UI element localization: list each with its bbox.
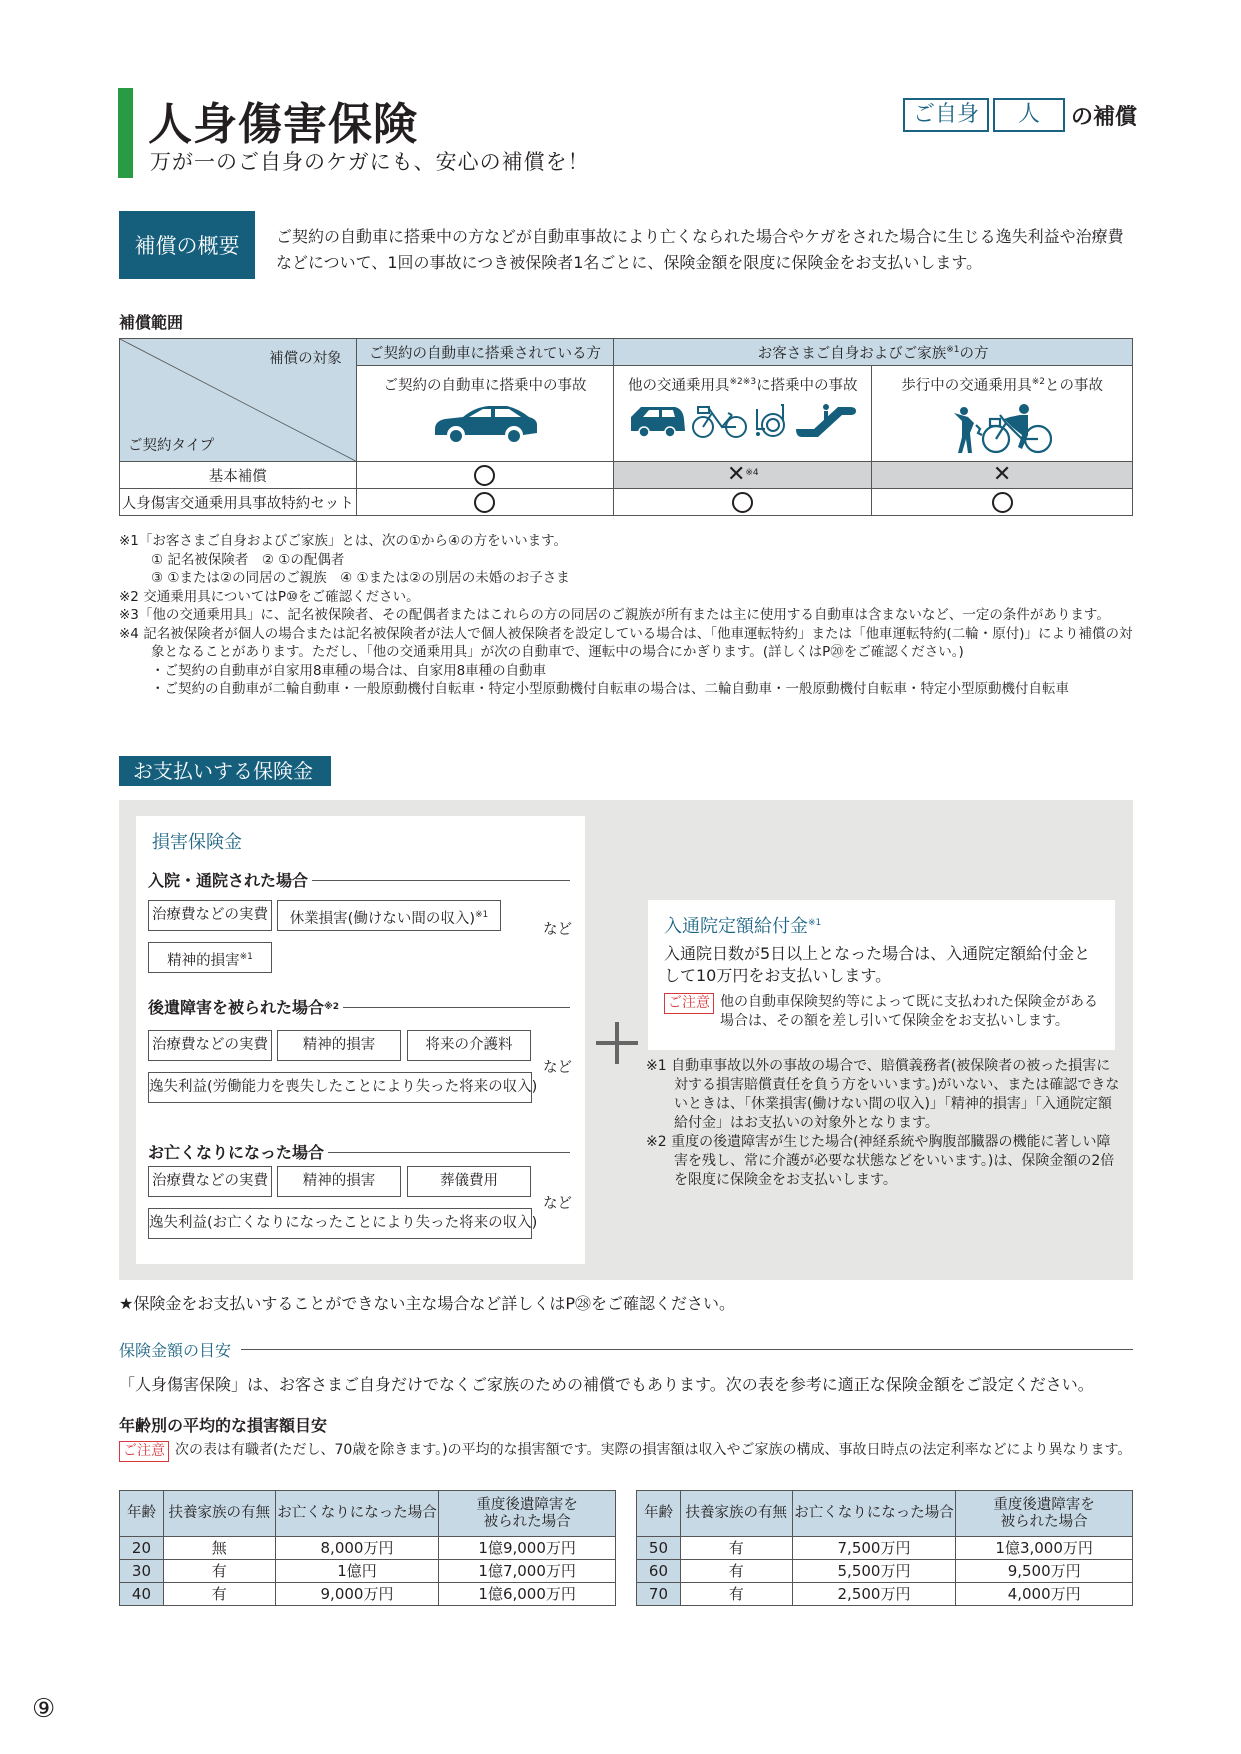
item-medical-costs: 治療費などの実費 bbox=[148, 900, 272, 931]
page-subtitle: 万が一のご自身のケガにも、安心の補償を！ bbox=[150, 150, 590, 174]
item-lost-earnings: 逸失利益(お亡くなりになったことにより失った将来の収入) bbox=[148, 1208, 532, 1239]
note-1a: ① 記名被保険者 ② ①の配偶者 bbox=[151, 551, 345, 568]
overview-label: 補償の概要 bbox=[119, 211, 255, 279]
note-1b: ③ ①または②の同居のご親族 ④ ①または②の別居の未婚のお子さま bbox=[151, 570, 570, 586]
title-accent-bar bbox=[118, 88, 133, 178]
guide-text: 「人身傷害保険」は、お客さまご自身だけでなくご家族のための補償でもあります。次の表を参考に適正な保険金額をご設定ください。 bbox=[119, 1375, 1094, 1394]
fixed-benefit-text: 入通院日数が5日以上となった場合は、入通院定額給付金として10万円をお支払いします。 bbox=[664, 944, 1091, 985]
note-4: ※4 記名被保険者が個人の場合または記名被保険者が法人で個人被保険者を設定している場合は、「他車運転特約」または「他車運転特約(二輪・原付)」により補償の対象となることがあります。ただし、「他の交通乗用具」が次の自動車で、運転中の場合にかぎります。(詳しくはP⑳をご確認ください。) bbox=[119, 625, 1133, 660]
case-hospital-title: 入院・通院された場合 bbox=[148, 868, 570, 891]
circle-mark bbox=[474, 492, 495, 513]
cross-mark: ✕ bbox=[726, 462, 746, 487]
badge-suffix: の補償 bbox=[1071, 104, 1138, 130]
col-death: お亡くなりになった場合 bbox=[275, 1491, 439, 1537]
col2-header: 他の交通乗用具$^{※2※3}$に搭乗中の事故 bbox=[614, 366, 872, 462]
group2-header: お客さまご自身およびご家族$^{※1}$の方 bbox=[614, 339, 1133, 366]
etc-label: など bbox=[543, 922, 572, 938]
col-dependents: 扶養家族の有無 bbox=[680, 1491, 792, 1537]
cell-basic-col1 bbox=[356, 462, 614, 489]
col-death: お亡くなりになった場合 bbox=[792, 1491, 956, 1537]
item-mental-damage: 精神的損害$^{※1}$ bbox=[148, 942, 272, 973]
age-table-left bbox=[119, 1490, 616, 1606]
fixed-benefit-title: 入通院定額給付金$^{※1}$ bbox=[664, 916, 822, 937]
age-caution: ご注意 次の表は有職者(ただし、70歳を除きます。)の平均的な損害額です。実際の損害額は収入やご家族の構成、事故日時点の法定利率などにより異なります。 bbox=[119, 1441, 1139, 1462]
cross-mark: ✕ bbox=[992, 462, 1012, 487]
scope-table bbox=[119, 338, 1133, 516]
pedestrian-bicycle-collision-icon bbox=[952, 403, 1052, 455]
item-mental-damage: 精神的損害 bbox=[277, 1166, 401, 1197]
note-4a: ・ご契約の自動車が自家用8車種の場合は、自家用8車種の自動車 bbox=[151, 662, 547, 679]
badge-person: 人 bbox=[993, 98, 1065, 132]
case-disability-title: 後遺障害を被られた場合 ※2 bbox=[148, 995, 570, 1018]
sedan-icon bbox=[429, 403, 541, 445]
age-table-title: 年齢別の平均的な損害額目安 bbox=[119, 1416, 328, 1435]
col-age: 年齢 bbox=[120, 1491, 164, 1537]
scope-diagonal-header bbox=[120, 339, 357, 462]
guide-title: 保険金額の目安 bbox=[119, 1338, 1133, 1361]
table-row: 70 有 2,500万円 4,000万円 bbox=[637, 1583, 1133, 1606]
circle-mark bbox=[732, 492, 753, 513]
diag-bottom-label: ご契約タイプ bbox=[128, 438, 215, 454]
col-dependents: 扶養家族の有無 bbox=[163, 1491, 275, 1537]
etc-label: など bbox=[543, 1060, 572, 1076]
note-2: ※2 交通乗用具についてはP⑩をご確認ください。 bbox=[119, 588, 420, 605]
row-label-rider: 人身傷害交通乗用具事故特約セット bbox=[120, 489, 357, 516]
wheelchair-icon bbox=[753, 403, 789, 439]
note-1: ※1「お客さまご自身およびご家族」とは、次の①から④の方をいいます。 bbox=[119, 533, 568, 549]
col-severe: 重度後遺障害を 被られた場合 bbox=[439, 1491, 616, 1537]
col1-header: ご契約の自動車に搭乗中の事故 bbox=[356, 366, 614, 462]
plus-icon bbox=[596, 1022, 638, 1064]
escalator-icon bbox=[794, 403, 856, 439]
scope-notes bbox=[119, 532, 1139, 699]
damage-title: 損害保険金 bbox=[152, 832, 242, 853]
page-title: 人身傷害保険 bbox=[148, 99, 418, 150]
item-lost-earnings: 逸失利益(労働能力を喪失したことにより失った将来の収入) bbox=[148, 1072, 532, 1103]
cell-rider-col3 bbox=[872, 489, 1133, 516]
age-table-right bbox=[636, 1490, 1133, 1606]
item-medical-costs: 治療費などの実費 bbox=[148, 1166, 272, 1197]
bicycle-icon bbox=[692, 403, 748, 439]
page-number: ⑨ bbox=[32, 1694, 56, 1724]
payments-notes: ※1 自動車事故以外の事故の場合で、賠償義務者(被保険者の被った損害に対する損害賠償責任を負う方をいいます。)がいない、または確認できないときは、「休業損害(働けない間の収入)」「精神的損害」「入通院定額給付金」はお支払いの対象外となります。 ※2 重度の後遺障害が生じた場合(神経系統や胸腹部臓器の機能に著しい障害を残し、常に介護が必要な状態などをいいます。)は、保険金額の2倍を限度に保険金をお支払いします。 bbox=[646, 1058, 1120, 1188]
table-row: 60 有 5,500万円 9,500万円 bbox=[637, 1560, 1133, 1583]
minivan-icon bbox=[629, 403, 687, 439]
scope-label: 補償範囲 bbox=[119, 313, 184, 332]
group1-header: ご契約の自動車に搭乗されている方 bbox=[356, 339, 614, 366]
fixed-benefit-caution: ご注意 他の自動車保険契約等によって既に支払われた保険金がある場合は、その額を差し引いて保険金をお支払いします。 bbox=[664, 993, 1109, 1031]
overview-text: ご契約の自動車に搭乗中の方などが自動車事故により亡くなられた場合やケガをされた場合に生じる逸失利益や治療費などについて、1回の事故につき被保険者1名ごとに、保険金額を限度に保険金をお支払いします。 bbox=[276, 227, 1124, 272]
table-row: 30 有 1億円 1億7,000万円 bbox=[120, 1560, 616, 1583]
note-3: ※3「他の交通乗用具」に、記名被保険者、その配偶者またはこれらの方の同居のご親族が所有または主に使用する自動車は含まないなど、一定の条件があります。 bbox=[119, 607, 1110, 623]
cell-basic-col3 bbox=[872, 462, 1133, 489]
coverage-badge bbox=[903, 98, 1137, 132]
caution-badge: ご注意 bbox=[119, 1441, 169, 1462]
col-severe: 重度後遺障害を 被られた場合 bbox=[956, 1491, 1133, 1537]
item-lost-wages: 休業損害(働けない間の収入)$^{※1}$ bbox=[277, 900, 501, 931]
item-nursing-care: 将来の介護料 bbox=[407, 1030, 531, 1061]
diag-top-label: 補償の対象 bbox=[269, 351, 342, 367]
table-row: 50 有 7,500万円 1億3,000万円 bbox=[637, 1537, 1133, 1560]
table-row: 40 有 9,000万円 1億6,000万円 bbox=[120, 1583, 616, 1606]
col-age: 年齢 bbox=[637, 1491, 681, 1537]
cell-rider-col2 bbox=[614, 489, 872, 516]
item-funeral-costs: 葬儀費用 bbox=[407, 1166, 531, 1197]
cell-basic-col2: ✕$^{※4}$ bbox=[614, 462, 872, 489]
circle-mark bbox=[992, 492, 1013, 513]
badge-self: ご自身 bbox=[903, 98, 989, 132]
exclusions-note: ★保険金をお支払いすることができない主な場合など詳しくはP㉘をご確認ください。 bbox=[119, 1294, 735, 1313]
item-medical-costs: 治療費などの実費 bbox=[148, 1030, 272, 1061]
cell-rider-col1 bbox=[356, 489, 614, 516]
payments-header: お支払いする保険金 bbox=[119, 756, 331, 786]
row-label-basic: 基本補償 bbox=[120, 462, 357, 489]
etc-label: など bbox=[543, 1196, 572, 1212]
case-death-title: お亡くなりになった場合 bbox=[148, 1140, 570, 1163]
circle-mark bbox=[474, 465, 495, 486]
caution-badge: ご注意 bbox=[664, 993, 714, 1014]
col3-header: 歩行中の交通乗用具$^{※2}$との事故 bbox=[872, 366, 1133, 462]
note-4b: ・ご契約の自動車が二輪自動車・一般原動機付自転車・特定小型原動機付自転車の場合は、二輪自動車・一般原動機付自転車・特定小型原動機付自転車 bbox=[151, 681, 1069, 697]
item-mental-damage: 精神的損害 bbox=[277, 1030, 401, 1061]
table-row: 20 無 8,000万円 1億9,000万円 bbox=[120, 1537, 616, 1560]
